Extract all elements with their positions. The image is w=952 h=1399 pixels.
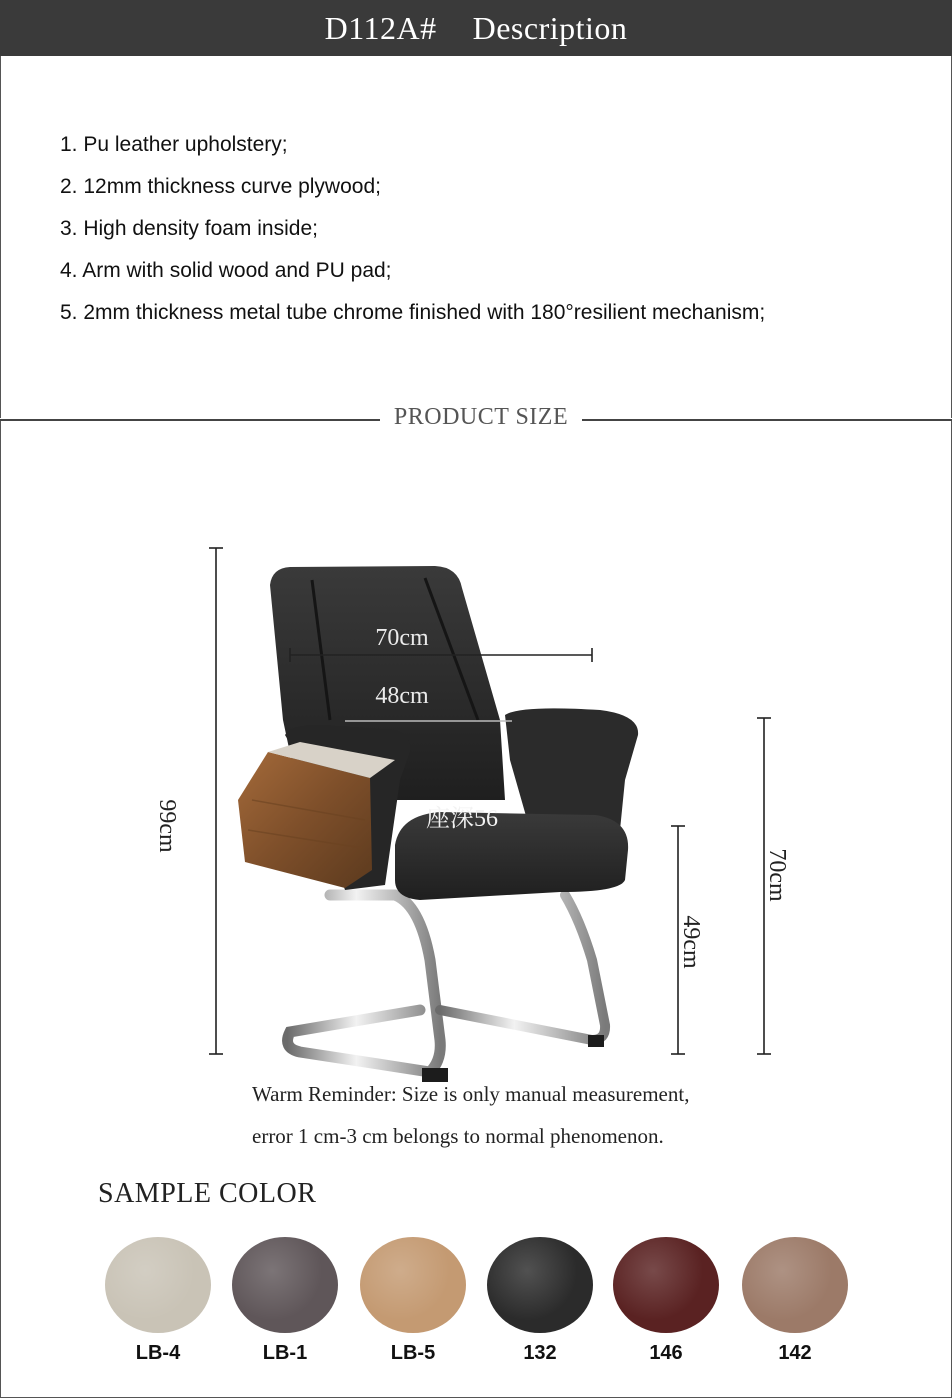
color-swatch xyxy=(232,1237,338,1333)
feature-item: 3. High density foam inside; xyxy=(60,217,318,240)
warm-reminder-line-2: error 1 cm-3 cm belongs to normal phenomenon. xyxy=(252,1124,664,1148)
color-swatch-code: LB-5 xyxy=(390,1342,436,1364)
product-size-title: PRODUCT SIZE xyxy=(393,404,569,430)
feature-item: 1. Pu leather upholstery; xyxy=(60,133,288,156)
overall-width-label: 70cm xyxy=(375,625,429,651)
feature-item: 4. Arm with solid wood and PU pad; xyxy=(60,259,392,282)
overall-height-label: 99cm xyxy=(154,799,180,853)
warm-reminder-line-1: Warm Reminder: Size is only manual measurement, xyxy=(252,1082,690,1106)
seat-depth-label: 座深56 xyxy=(426,806,498,832)
color-swatch xyxy=(487,1237,593,1333)
seat-width-label: 48cm xyxy=(375,683,429,709)
feature-item: 5. 2mm thickness metal tube chrome finished with 180°resilient mechanism; xyxy=(60,301,766,324)
color-swatch xyxy=(105,1237,211,1333)
model-number: D112A# xyxy=(324,10,437,46)
seat-height-label: 49cm xyxy=(678,915,704,969)
sample-color-title: SAMPLE COLOR xyxy=(98,1178,317,1209)
color-swatch xyxy=(360,1237,466,1333)
color-swatch xyxy=(613,1237,719,1333)
color-swatch-code: LB-1 xyxy=(262,1342,308,1364)
arm-height-label: 70cm xyxy=(764,848,790,902)
color-swatch xyxy=(742,1237,848,1333)
header-description-label: Description xyxy=(472,10,628,46)
color-swatch-code: 132 xyxy=(523,1342,557,1364)
color-swatch-code: 142 xyxy=(778,1342,812,1364)
feature-item: 2. 12mm thickness curve plywood; xyxy=(60,175,381,198)
color-swatch-code: 146 xyxy=(649,1342,683,1364)
color-swatch-code: LB-4 xyxy=(135,1342,181,1364)
